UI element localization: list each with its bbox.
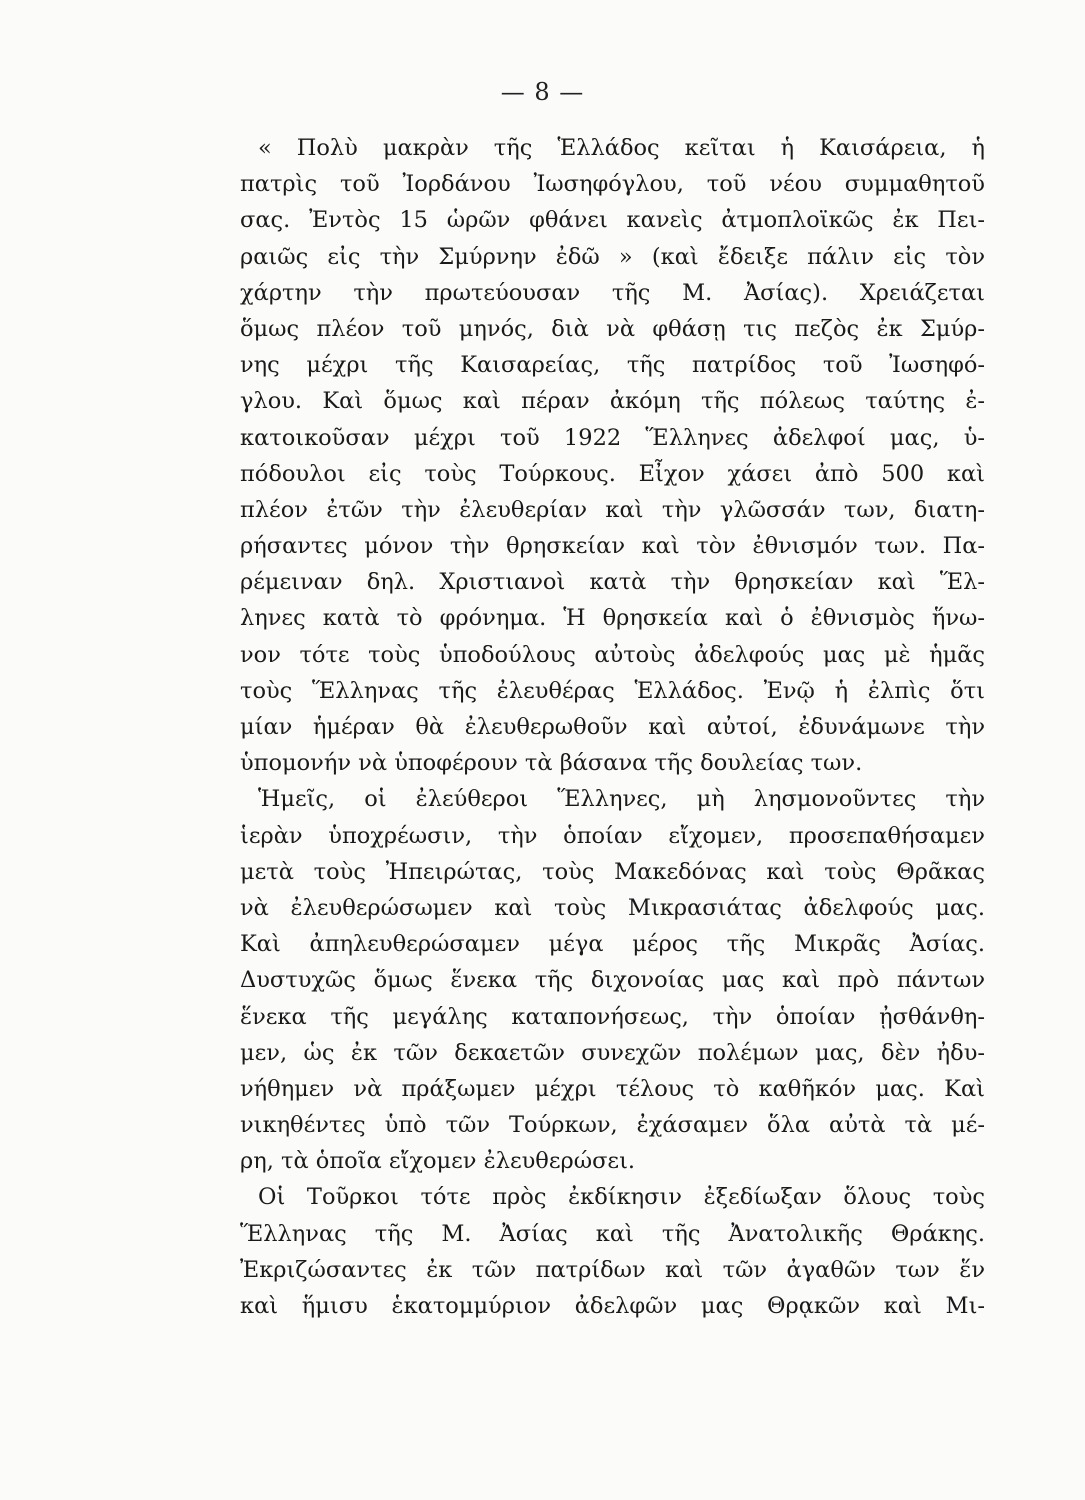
- text-line: νὰ ἐλευθερώσωμεν καὶ τοὺς Μικρασιάτας ἀδελφούς μας.: [240, 894, 985, 921]
- text-line: Οἱ Τοῦρκοι τότε πρὸς ἐκδίκησιν ἐξεδίωξαν ὅλους τοὺς: [258, 1184, 985, 1211]
- text-line: ρη, τὰ ὁποῖα εἴχομεν ἐλευθερώσει.: [240, 1148, 636, 1175]
- text-line: ὅμως πλέον τοῦ μηνός, διὰ νὰ φθάσῃ τις πεζὸς ἐκ Σμύρ-: [240, 315, 985, 342]
- text-line: κατοικοῦσαν μέχρι τοῦ 1922 Ἕλληνες ἀδελφοί μας, ὑ-: [240, 424, 985, 451]
- text-line: μίαν ἡμέραν θὰ ἐλευθερωθοῦν καὶ αὐτοί, ἐδυνάμωνε τὴν: [240, 714, 985, 740]
- text-line: ἱερὰν ὑποχρέωσιν, τὴν ὁποίαν εἴχομεν, προσεπαθήσαμεν: [240, 822, 985, 849]
- text-line: ραιῶς εἰς τὴν Σμύρνην ἐδῶ » (καὶ ἔδειξε πάλιν εἰς τὸν: [240, 243, 985, 270]
- text-line: νης μέχρι τῆς Καισαρείας, τῆς πατρίδος τοῦ Ἰωσηφό-: [240, 352, 985, 379]
- text-line: νον τότε τοὺς ὑποδούλους αὐτοὺς ἀδελφούς μας μὲ ἡμᾶς: [240, 641, 985, 668]
- text-line: ρέμειναν δηλ. Χριστιανοὶ κατὰ τὴν θρησκείαν καὶ Ἕλ-: [240, 569, 985, 596]
- text-line: « Πολὺ μακρὰν τῆς Ἑλλάδος κεῖται ἡ Καισάρεια, ἡ: [258, 135, 985, 161]
- text-line: πόδουλοι εἰς τοὺς Τούρκους. Εἶχον χάσει ἀπὸ 500 καὶ: [240, 460, 985, 487]
- page-number: — 8 —: [500, 78, 585, 106]
- text-line: χάρτην τὴν πρωτεύουσαν τῆς Μ. Ἀσίας). Χρειάζεται: [240, 279, 985, 306]
- text-line: πλέον ἐτῶν τὴν ἐλευθερίαν καὶ τὴν γλῶσσάν των, διατη-: [240, 496, 985, 523]
- text-line: Ἕλληνας τῆς Μ. Ἀσίας καὶ τῆς Ἀνατολικῆς Θράκης.: [240, 1220, 985, 1247]
- text-line: μετὰ τοὺς Ἠπειρώτας, τοὺς Μακεδόνας καὶ τοὺς Θρᾶκας: [240, 858, 985, 885]
- text-line: ληνες κατὰ τὸ φρόνημα. Ἡ θρησκεία καὶ ὁ ἐθνισμὸς ἥνω-: [240, 605, 985, 632]
- text-line: Ἐκριζώσαντες ἐκ τῶν πατρίδων καὶ τῶν ἀγαθῶν των ἕν: [240, 1256, 985, 1283]
- text-line: ρήσαντες μόνον τὴν θρησκείαν καὶ τὸν ἐθνισμόν των. Πα-: [240, 533, 985, 560]
- text-line: Καὶ ἀπηλευθερώσαμεν μέγα μέρος τῆς Μικρᾶς Ἀσίας.: [240, 931, 985, 958]
- text-line: μεν, ὡς ἐκ τῶν δεκαετῶν συνεχῶν πολέμων μας, δὲν ἠδυ-: [240, 1039, 985, 1066]
- text-line: τοὺς Ἕλληνας τῆς ἐλευθέρας Ἑλλάδος. Ἐνῷ ἡ ἐλπὶς ὅτι: [240, 677, 985, 704]
- text-line: ὑπομονήν νὰ ὑποφέρουν τὰ βάσανα τῆς δουλείας των.: [240, 750, 863, 777]
- body-text: [240, 130, 985, 1324]
- text-line: νικηθέντες ὑπὸ τῶν Τούρκων, ἐχάσαμεν ὅλα αὐτὰ τὰ μέ-: [240, 1112, 985, 1139]
- text-line: σας. Ἐντὸς 15 ὡρῶν φθάνει κανεὶς ἀτμοπλοϊκῶς ἐκ Πει-: [240, 207, 985, 234]
- text-line: πατρὶς τοῦ Ἰορδάνου Ἰωσηφόγλου, τοῦ νέου συμμαθητοῦ: [240, 171, 985, 198]
- text-line: Ἡμεῖς, οἱ ἐλεύθεροι Ἕλληνες, μὴ λησμονοῦντες τὴν: [258, 786, 985, 813]
- text-line: καὶ ἥμισυ ἑκατομμύριον ἀδελφῶν μας Θρᾳκῶν καὶ Μι-: [240, 1293, 985, 1319]
- text-line: Δυστυχῶς ὅμως ἕνεκα τῆς διχονοίας μας καὶ πρὸ πάντων: [240, 967, 985, 994]
- text-line: νήθημεν νὰ πράξωμεν μέχρι τέλους τὸ καθῆκόν μας. Καὶ: [240, 1075, 985, 1102]
- text-line: ἕνεκα τῆς μεγάλης καταπονήσεως, τὴν ὁποίαν ᾐσθάνθη-: [240, 1003, 985, 1030]
- text-line: γλου. Καὶ ὅμως καὶ πέραν ἀκόμη τῆς πόλεως ταύτης ἐ-: [240, 388, 985, 415]
